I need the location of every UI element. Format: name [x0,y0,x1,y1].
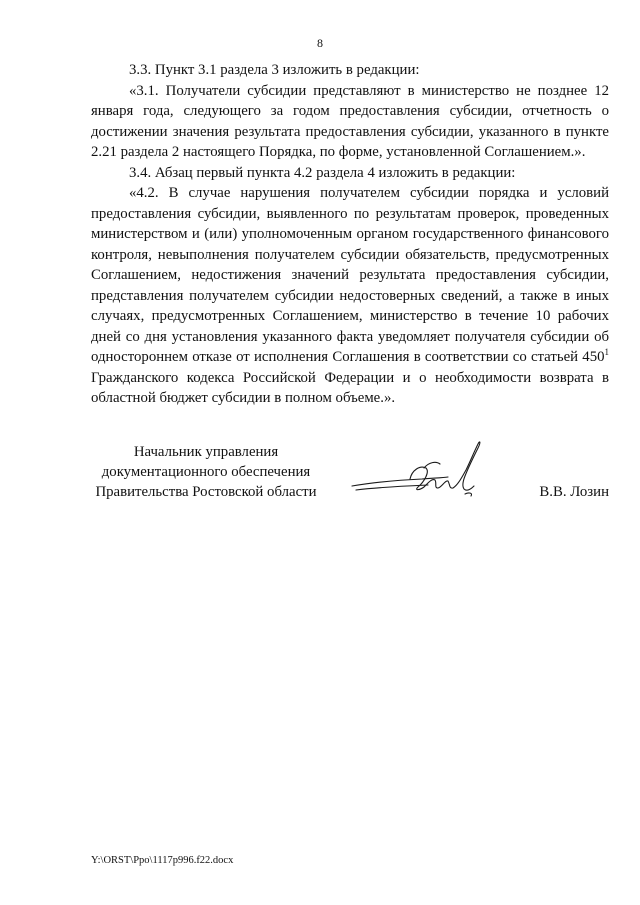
signatory-title-line-1: Начальник управления [133,444,279,460]
signatory-title-line-2: документационного обеспечения [101,464,311,480]
paragraph-4-2-text-part1: «4.2. В случае нарушения получателем субсидии порядка и условий предоставления субсидии, выявленного по результатам проверок, проведенных министерством и (или) уполномоченным органом государственного финансового контроля, невыполнения получателем субсидии обязательств, предусмотренных Соглашением, недостижения значений результата предоставления субсидии, представления получателем субсидии недостоверных сведений, а также в иных случаях, предусмотренных Соглашением, министерство в течение 10 рабочих дней со дня установления указанного факта уведомляет получателя субсидии об одностороннем отказе от исполнения Соглашения в соответствии со статьей 450 [91,185,609,365]
signatory-name: В.В. Лозин [539,484,609,500]
paragraph-3-3: 3.3. Пункт 3.1 раздела 3 изложить в редакции: [129,62,420,78]
document-body [91,60,609,409]
paragraph-3-1: «3.1. Получатели субсидии представляют в министерство не позднее 12 января года, следующего за годом предоставления субсидии, отчетность о достижении значения результата предоставления субсидии, указанного в пункте 2.21 раздела 2 настоящего Порядка, по форме, установленной Соглашением.». [91,82,609,160]
paragraph-3-4: 3.4. Абзац первый пункта 4.2 раздела 4 изложить в редакции: [129,164,516,181]
signatory-title [91,442,321,502]
paragraph-4-2-text-part2: Гражданского кодекса Российской Федерации и о необходимости возврата в областной бюджет субсидии в полном объеме.». [91,369,609,406]
signatory-title-line-3: Правительства Ростовской области [95,484,317,500]
article-superscript: 1 [604,347,609,357]
page-number: 8 [317,36,323,50]
footer-file-path: Y:\ORST\Ppo\1117p996.f22.docx [91,855,234,866]
paragraph-4-2 [91,183,609,409]
handwritten-signature [350,432,495,507]
